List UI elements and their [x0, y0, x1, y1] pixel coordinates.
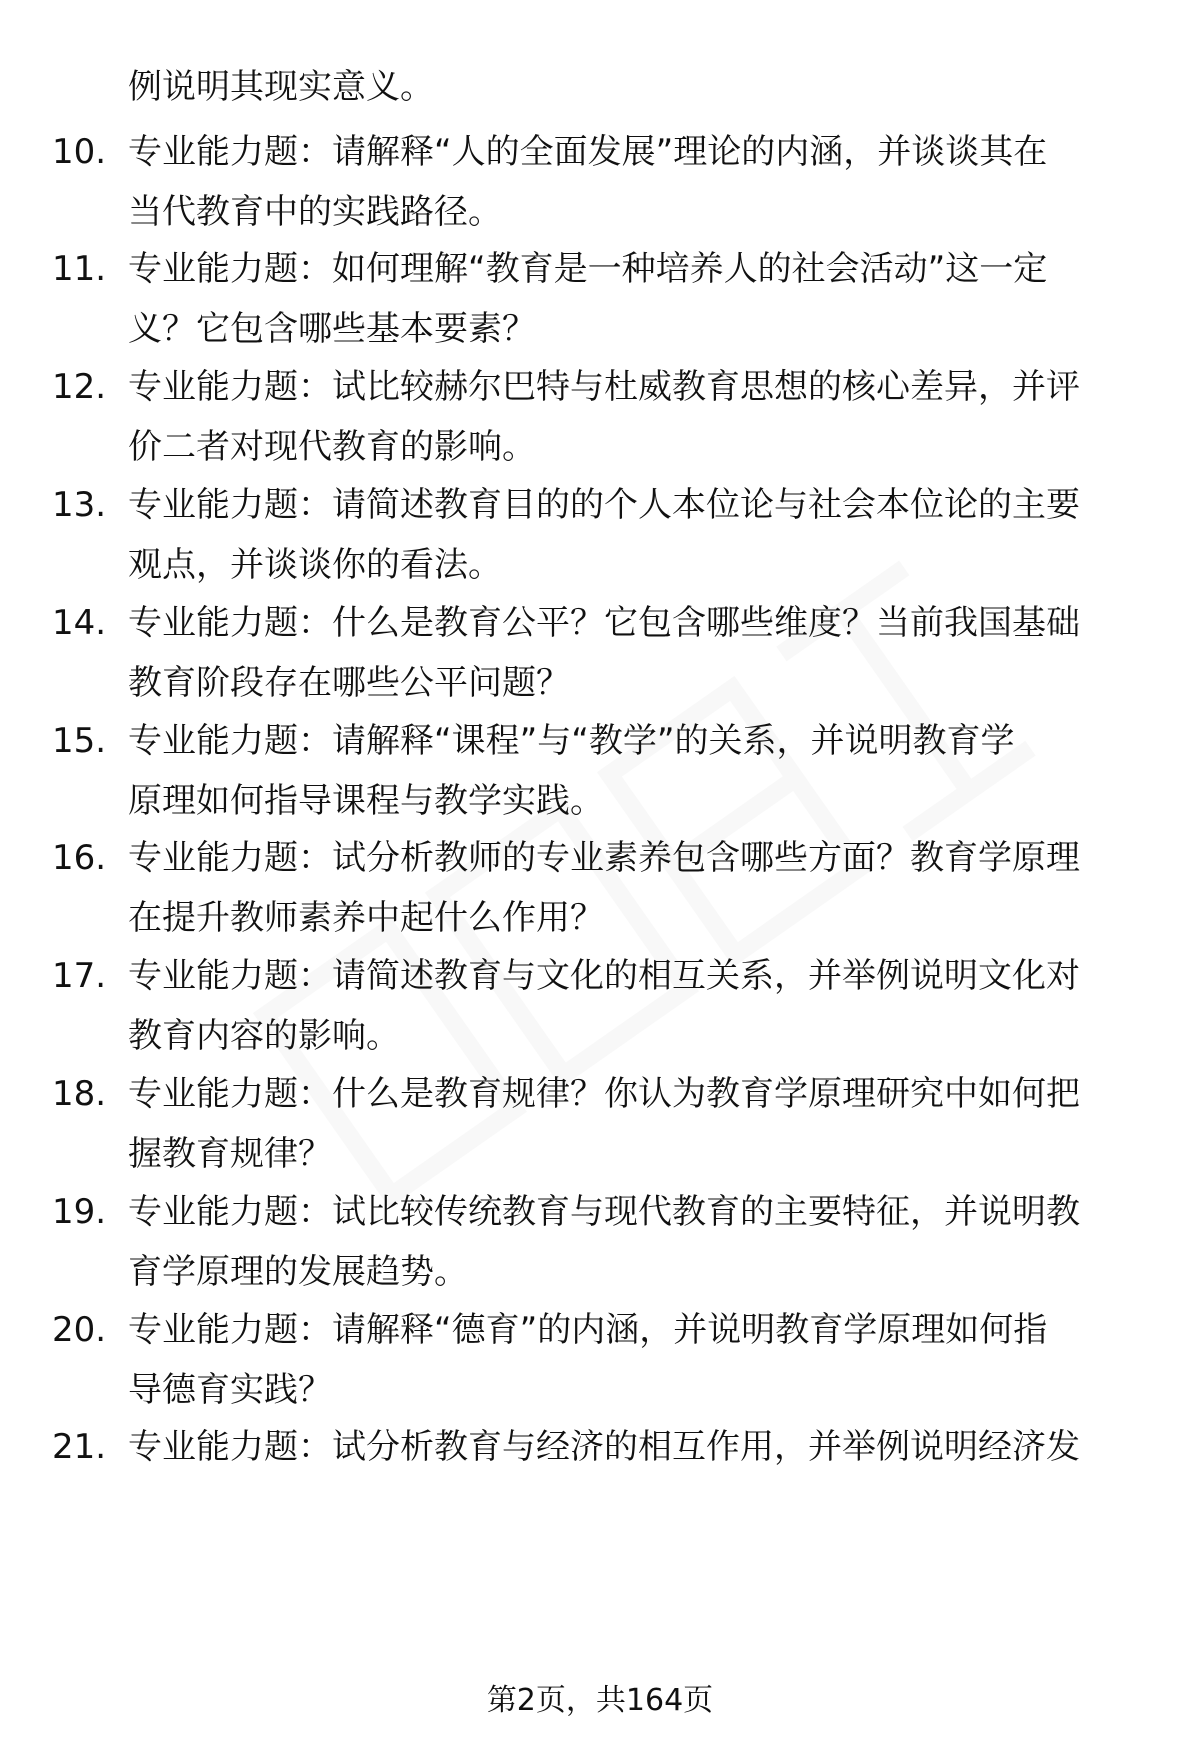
question-text-line-2: 教育阶段存在哪些公平问题？	[128, 663, 570, 703]
question-text-line-1: 专业能力题：试比较传统教育与现代教育的主要特征，并说明教	[128, 1192, 1080, 1232]
question-text-line-1: 专业能力题：请解释“课程”与“教学”的关系，并说明教育学	[128, 721, 1015, 761]
question-text-line-2: 导德育实践？	[128, 1370, 332, 1410]
question-item	[0, 1181, 1200, 1305]
question-text-line-2: 原理如何指导课程与教学实践。	[128, 781, 604, 821]
question-item	[0, 827, 1200, 951]
question-number: 14.	[52, 603, 107, 643]
question-number: 18.	[52, 1074, 107, 1114]
question-text-line-2: 教育内容的影响。	[128, 1016, 400, 1056]
question-text-line-1: 专业能力题：请简述教育目的的个人本位论与社会本位论的主要	[128, 485, 1080, 525]
question-item	[0, 1063, 1200, 1187]
question-item	[0, 121, 1200, 245]
page-footer: 第2页，共164页	[486, 1683, 714, 1718]
question-text-line-2: 义？它包含哪些基本要素？	[128, 309, 536, 349]
question-item	[0, 356, 1200, 480]
question-text-line-1: 专业能力题：试分析教师的专业素养包含哪些方面？教育学原理	[128, 838, 1080, 878]
continuation-line: 例说明其现实意义。	[128, 67, 434, 107]
question-item	[0, 1416, 1200, 1540]
question-text-line-1: 专业能力题：如何理解“教育是一种培养人的社会活动”这一定	[128, 249, 1048, 289]
question-item	[0, 945, 1200, 1069]
question-number: 10.	[52, 132, 107, 172]
question-number: 15.	[52, 721, 107, 761]
question-text-line-2: 观点，并谈谈你的看法。	[128, 545, 502, 585]
question-number: 12.	[52, 367, 107, 407]
question-item	[0, 710, 1200, 834]
question-text-line-1: 专业能力题：试比较赫尔巴特与杜威教育思想的核心差异，并评	[128, 367, 1080, 407]
question-text-line-1: 专业能力题：试分析教育与经济的相互作用，并举例说明经济发	[128, 1427, 1080, 1467]
question-text-line-1: 专业能力题：请解释“人的全面发展”理论的内涵，并谈谈其在	[128, 132, 1048, 172]
question-text-line-1: 专业能力题：什么是教育公平？它包含哪些维度？当前我国基础	[128, 603, 1080, 643]
question-item	[0, 1299, 1200, 1423]
question-text-line-2: 当代教育中的实践路径。	[128, 192, 502, 232]
question-text-line-1: 专业能力题：什么是教育规律？你认为教育学原理研究中如何把	[128, 1074, 1080, 1114]
question-text-line-2: 育学原理的发展趋势。	[128, 1252, 468, 1292]
question-number: 16.	[52, 838, 107, 878]
question-text-line-1: 专业能力题：请解释“德育”的内涵，并说明教育学原理如何指	[128, 1310, 1048, 1350]
question-text-line-1: 专业能力题：请简述教育与文化的相互关系，并举例说明文化对	[128, 956, 1080, 996]
question-number: 21.	[52, 1427, 107, 1467]
question-number: 13.	[52, 485, 107, 525]
question-number: 11.	[52, 249, 107, 289]
question-number: 19.	[52, 1192, 107, 1232]
question-text-line-2: 价二者对现代教育的影响。	[128, 427, 536, 467]
question-item	[0, 474, 1200, 598]
question-text-line-2: 握教育规律？	[128, 1134, 332, 1174]
question-number: 20.	[52, 1310, 107, 1350]
question-item	[0, 238, 1200, 362]
question-text-line-2: 在提升教师素养中起什么作用？	[128, 898, 604, 938]
question-number: 17.	[52, 956, 107, 996]
question-item	[0, 592, 1200, 716]
